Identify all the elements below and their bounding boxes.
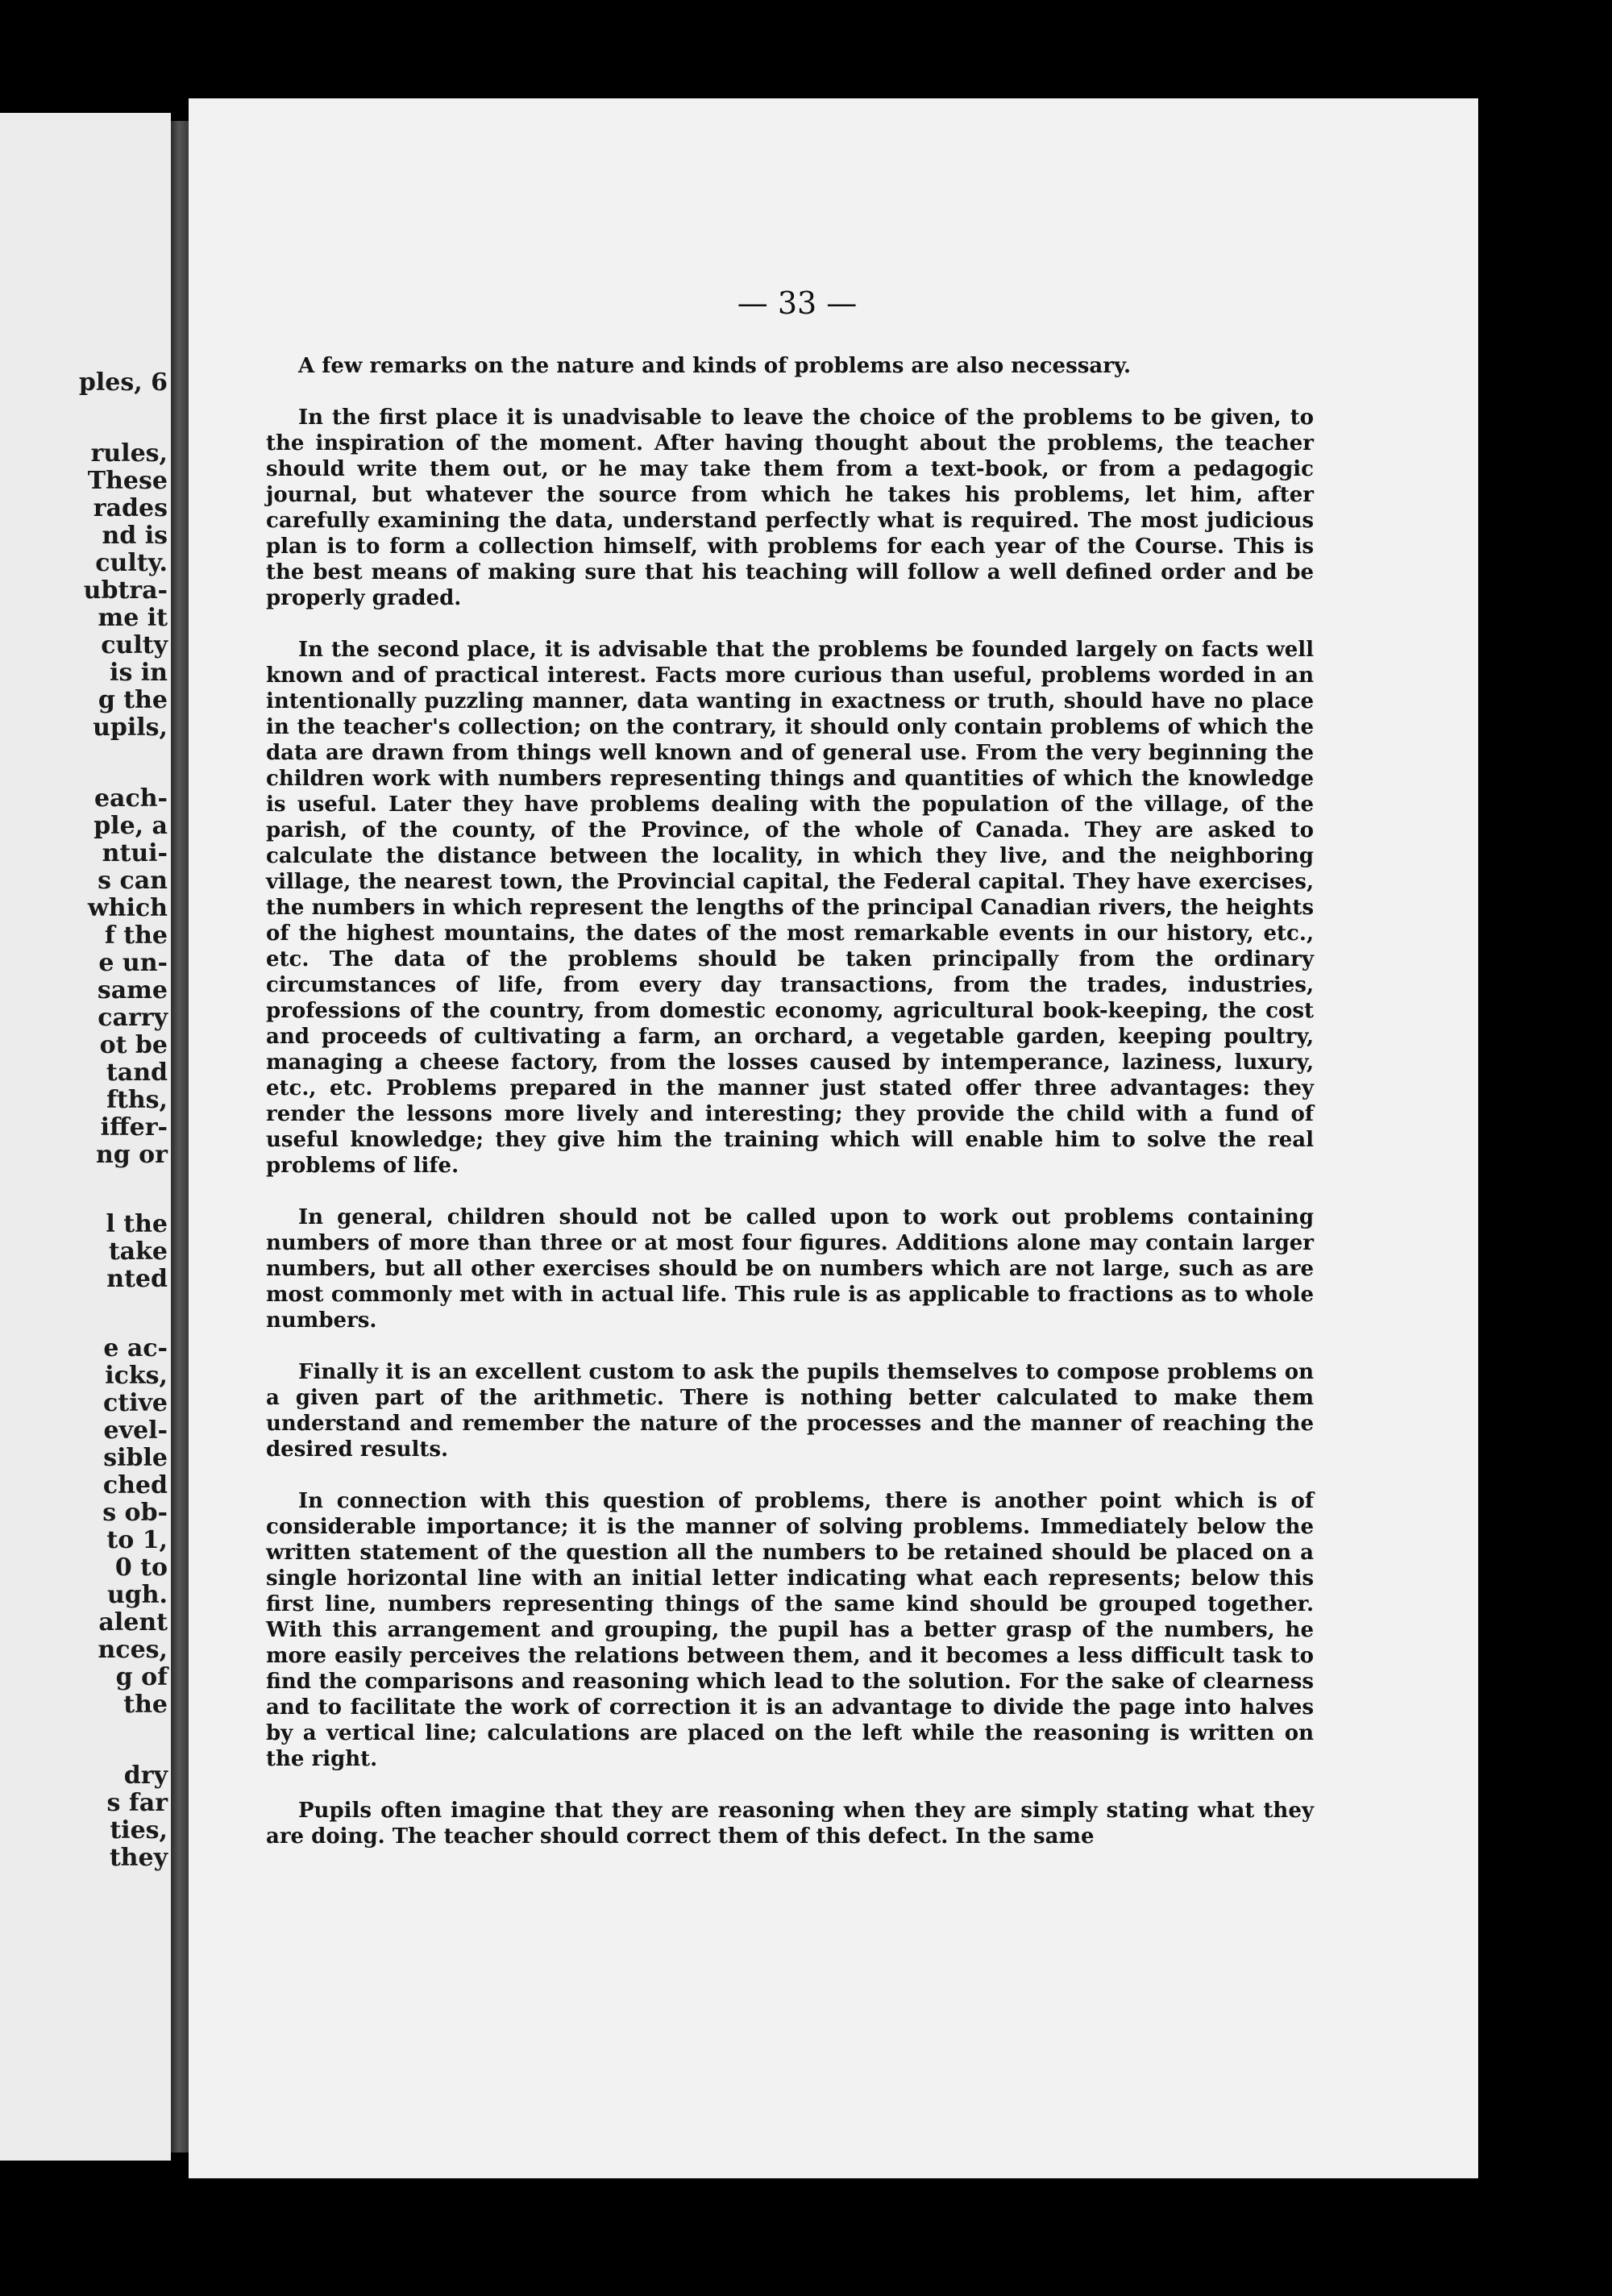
left-fragment: each- (93, 784, 168, 813)
page (189, 98, 1478, 2178)
left-fragment: ched (102, 1471, 168, 1499)
book-spine (171, 121, 189, 2152)
paragraph: In connection with this question of problems, there is another point which is of considerable importance; it is the manner of solving problems. Immediately below the written statement of the question all the numbers to be retained should be placed on a single horizontal line with an initial letter indicating what each represents; below this first line, numbers representing things of the same kind should be grouped together. With this arrangement and grouping, the pupil has a better grasp of the numbers, he more easily perceives the relations between them, and it becomes a less difficult task to find the comparisons and reasoning which lead to the solution. For the sake of clearness and to facilitate the work of correction it is an advantage to divide the page into halves by a vertical line; calculations are placed on the left while the reasoning is written on the right. (266, 1489, 1314, 1771)
left-fragment: iffer- (100, 1113, 168, 1142)
left-fragment: ple, a (93, 812, 168, 840)
left-fragment: they (109, 1844, 168, 1872)
paragraph: A few remarks on the nature and kinds of problems are also necessary. (298, 354, 1132, 378)
left-fragment: sible (103, 1444, 168, 1472)
left-fragment: icks, (105, 1362, 168, 1390)
page-number: — 33 — (737, 285, 858, 321)
paragraph: In the second place, it is advisable that the problems be founded largely on facts well known and of practical interest. Facts more curious than useful, problems worded in an intentionally puzzling manner, data wanting in exactness or truth, should have no place in the teacher's collection; on the contrary, it should only contain problems of which the data are drawn from things well known and of general use. From the very beginning the children work with numbers representing things and quantities of which the knowledge is useful. Later they have problems dealing with the population of the village, of the parish, of the county, of the Province, of the whole of Canada. They are asked to calculate the distance between the locality, in which they live, and the neighboring village, the nearest town, the Provincial capital, the Federal capital. They have exercises, the numbers in which represent the lengths of the principal Canadian rivers, the heights of the highest mountains, the dates of the most remarkable events in our history, etc., etc. The data of the problems should be taken principally from the ordinary circumstances of life, from every day transactions, from the trades, industries, professions of the country, from domestic economy, agricultural book-keeping, the cost and proceeds of cultivating a farm, an orchard, a vegetable garden, keeping poultry, managing a cheese factory, from the losses caused by intemperance, laziness, luxury, etc., etc. Problems prepared in the manner just stated offer three advantages: they render the lessons more lively and interesting; they provide the child with a fund of useful knowledge; they give him the training which will enable him to solve the real problems of life. (266, 638, 1314, 1178)
left-fragment: ctive (102, 1389, 168, 1417)
left-fragment: culty (101, 631, 168, 659)
left-fragment: me it (98, 604, 168, 632)
left-fragment: ples, 6 (78, 368, 168, 397)
left-fragment: s can (98, 867, 168, 895)
left-fragment: s far (106, 1789, 168, 1817)
left-fragment: nted (106, 1265, 168, 1293)
left-fragment: is in (110, 659, 168, 687)
paragraph: Pupils often imagine that they are reasoning when they are simply stating what they are doing. The teacher should correct them of this defect. In the same (266, 1799, 1314, 1849)
left-fragment: nces, (98, 1636, 168, 1664)
left-fragment: ng or (95, 1141, 168, 1169)
left-fragment: dry (123, 1762, 168, 1790)
left-fragment: fths, (106, 1086, 168, 1114)
left-fragment: e un- (98, 949, 168, 977)
left-fragment: which (87, 894, 168, 922)
left-fragment: carry (98, 1004, 168, 1032)
left-fragment: take (108, 1237, 168, 1266)
left-fragment: same (97, 976, 168, 1004)
left-fragment: g of (115, 1663, 168, 1691)
paragraph: In the first place it is unadvisable to leave the choice of the problems to be given, to the inspiration of the moment. After having thought about the problems, the teacher should write them out, or he may take them from a text-book, or from a pedagogic journal, but whatever the source from which he takes his problems, let him, after carefully examining the data, understand perfectly what is required. The most judicious plan is to form a collection himself, with problems for each year of the Course. This is the best means of making sure that his teaching will follow a well defined order and be properly graded. (266, 406, 1314, 610)
left-fragment: rades (93, 494, 168, 522)
paragraph: In general, children should not be called upon to work out problems containing numbers of more than three or at most four figures. Additions alone may contain larger numbers, but all other exercises should be on numbers which are not large, such as are most commonly met with in actual life. This rule is as applicable to fractions as to whole numbers. (266, 1205, 1314, 1333)
left-fragment: the (123, 1691, 168, 1719)
left-fragment: 0 to (114, 1554, 168, 1582)
left-fragment: culty. (95, 549, 168, 577)
left-fragment: evel- (103, 1416, 168, 1445)
left-fragment: to 1, (106, 1526, 168, 1554)
left-fragment: ubtra- (83, 576, 168, 605)
left-fragment: g the (98, 686, 168, 714)
left-fragment: alent (98, 1608, 168, 1637)
paragraph: Finally it is an excellent custom to ask the pupils themselves to compose problems on a given part of the arithmetic. There is nothing better calculated to make them understand and remember the nature of the processes and the manner of reaching the desired results. (266, 1360, 1314, 1462)
left-fragment: e ac- (103, 1334, 168, 1362)
left-fragment: nd is (102, 522, 168, 550)
left-fragment: s ob- (102, 1499, 168, 1527)
left-fragment: ties, (110, 1816, 168, 1845)
left-fragment: l the (106, 1210, 168, 1238)
left-fragment: tand (106, 1059, 168, 1087)
left-fragment: ntui- (102, 839, 168, 867)
left-fragment: upils, (93, 713, 168, 742)
left-fragment: ot be (99, 1031, 168, 1059)
body-text (266, 353, 1314, 1849)
left-fragment: These (87, 467, 168, 495)
left-fragment: ugh. (106, 1581, 168, 1609)
left-fragment: f the (104, 921, 168, 950)
left-fragment: rules, (90, 439, 168, 468)
previous-page-fragment (0, 113, 171, 2161)
